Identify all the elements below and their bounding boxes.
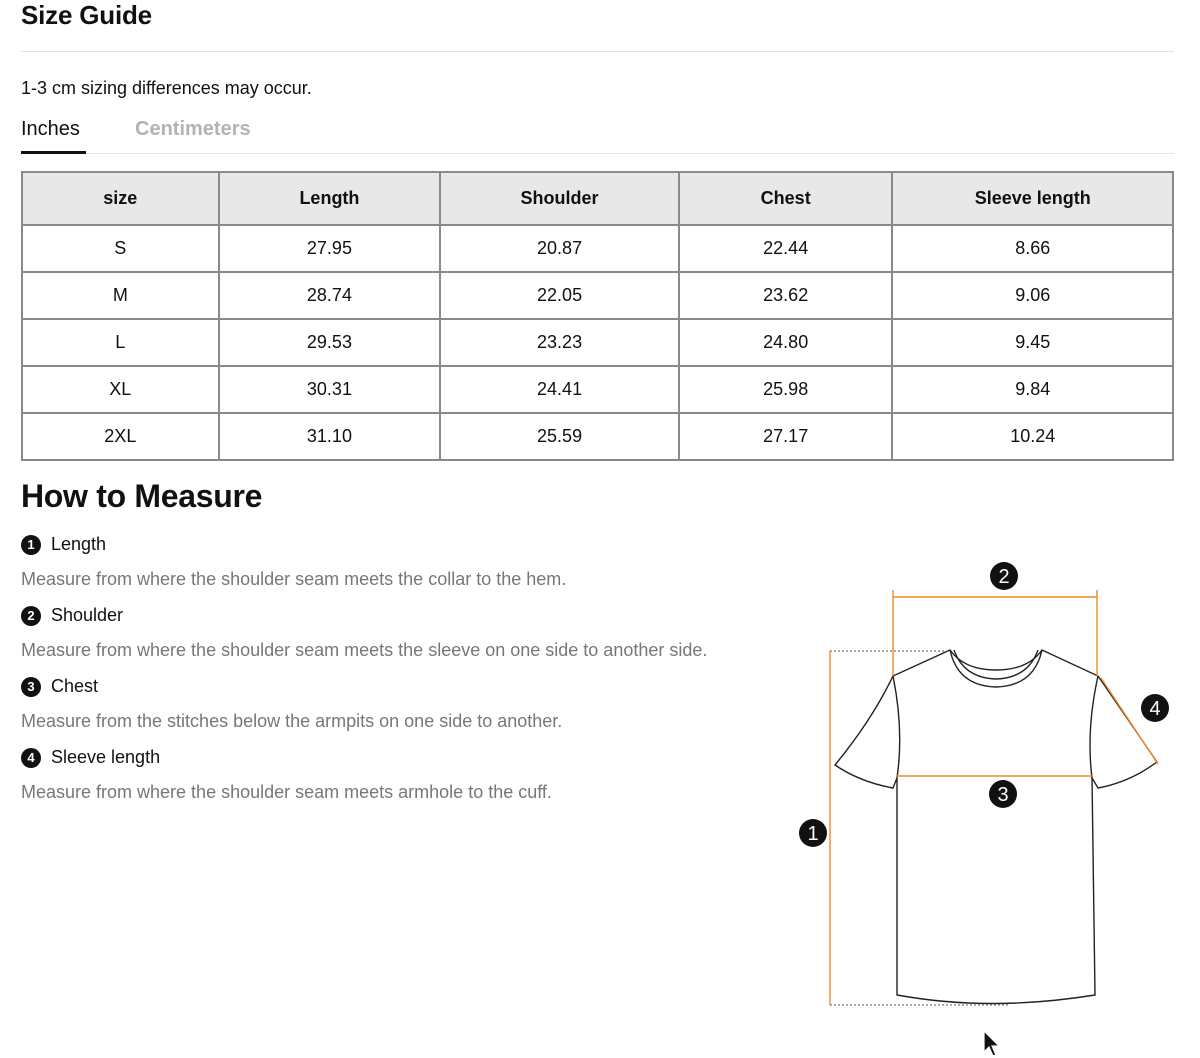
header-length: Length bbox=[219, 172, 441, 225]
table-row bbox=[22, 225, 1173, 272]
svg-text:2: 2 bbox=[998, 566, 1010, 588]
table-row bbox=[22, 319, 1173, 366]
tshirt-outline bbox=[835, 650, 1157, 1004]
how-to-measure-title: How to Measure bbox=[21, 478, 263, 514]
size-table bbox=[21, 171, 1174, 461]
cell-chest: 27.17 bbox=[679, 413, 893, 460]
page-title: Size Guide bbox=[21, 0, 152, 30]
active-tab-indicator bbox=[21, 151, 86, 154]
header-shoulder: Shoulder bbox=[440, 172, 679, 225]
cell-size: 2XL bbox=[22, 413, 219, 460]
step-number-badge: 2 bbox=[21, 606, 41, 626]
cell-chest: 22.44 bbox=[679, 225, 893, 272]
cell-sleeve-length: 9.84 bbox=[892, 366, 1173, 413]
cell-shoulder: 24.41 bbox=[440, 366, 679, 413]
measure-step-sleeve-length bbox=[21, 747, 552, 803]
table-row bbox=[22, 272, 1173, 319]
cell-chest: 25.98 bbox=[679, 366, 893, 413]
cell-sleeve-length: 9.45 bbox=[892, 319, 1173, 366]
tab-centimeters[interactable]: Centimeters bbox=[135, 118, 251, 140]
cell-length: 29.53 bbox=[219, 319, 441, 366]
cell-length: 31.10 bbox=[219, 413, 441, 460]
cell-shoulder: 25.59 bbox=[440, 413, 679, 460]
cell-size: XL bbox=[22, 366, 219, 413]
tab-inches[interactable]: Inches bbox=[21, 118, 80, 140]
step-description: Measure from the stitches below the armpits on one side to another. bbox=[21, 711, 563, 731]
cell-sleeve-length: 9.06 bbox=[892, 272, 1173, 319]
arrow-cursor-icon bbox=[982, 1030, 1004, 1058]
measure-step-chest bbox=[21, 676, 562, 732]
cell-length: 28.74 bbox=[219, 272, 441, 319]
tshirt-measure-diagram bbox=[780, 550, 1180, 1020]
step-description: Measure from where the shoulder seam meets the collar to the hem. bbox=[21, 569, 567, 589]
step-description: Measure from where the shoulder seam meets armhole to the cuff. bbox=[21, 782, 552, 802]
cell-length: 30.31 bbox=[219, 366, 441, 413]
marker-3 bbox=[989, 780, 1017, 808]
cell-shoulder: 20.87 bbox=[440, 225, 679, 272]
step-label: Sleeve length bbox=[51, 747, 161, 767]
cell-sleeve-length: 10.24 bbox=[892, 413, 1173, 460]
cell-size: S bbox=[22, 225, 219, 272]
measure-step-length bbox=[21, 534, 566, 590]
header-size: size bbox=[22, 172, 219, 225]
measure-step-shoulder bbox=[21, 605, 707, 661]
header-chest: Chest bbox=[679, 172, 893, 225]
cell-chest: 23.62 bbox=[679, 272, 893, 319]
step-description: Measure from where the shoulder seam meets the sleeve on one side to another side. bbox=[21, 640, 708, 660]
svg-text:1: 1 bbox=[807, 823, 819, 845]
table-header-row bbox=[22, 172, 1173, 225]
cell-size: M bbox=[22, 272, 219, 319]
table-row bbox=[22, 366, 1173, 413]
sizing-note: 1-3 cm sizing differences may occur. bbox=[21, 78, 312, 98]
marker-4 bbox=[1141, 694, 1169, 722]
svg-text:4: 4 bbox=[1149, 698, 1161, 720]
table-row bbox=[22, 413, 1173, 460]
step-number-badge: 4 bbox=[21, 748, 41, 768]
cell-length: 27.95 bbox=[219, 225, 441, 272]
cell-sleeve-length: 8.66 bbox=[892, 225, 1173, 272]
title-divider bbox=[21, 51, 1174, 52]
marker-1 bbox=[799, 819, 827, 847]
cell-shoulder: 23.23 bbox=[440, 319, 679, 366]
step-number-badge: 3 bbox=[21, 677, 41, 697]
step-number-badge: 1 bbox=[21, 535, 41, 555]
marker-2 bbox=[990, 562, 1018, 590]
step-label: Length bbox=[51, 534, 107, 554]
step-label: Chest bbox=[51, 676, 99, 696]
svg-text:3: 3 bbox=[997, 784, 1009, 806]
cell-shoulder: 22.05 bbox=[440, 272, 679, 319]
header-sleeve-length: Sleeve length bbox=[892, 172, 1173, 225]
step-label: Shoulder bbox=[51, 605, 124, 625]
cell-size: L bbox=[22, 319, 219, 366]
cell-chest: 24.80 bbox=[679, 319, 893, 366]
unit-tabs bbox=[21, 116, 1174, 154]
